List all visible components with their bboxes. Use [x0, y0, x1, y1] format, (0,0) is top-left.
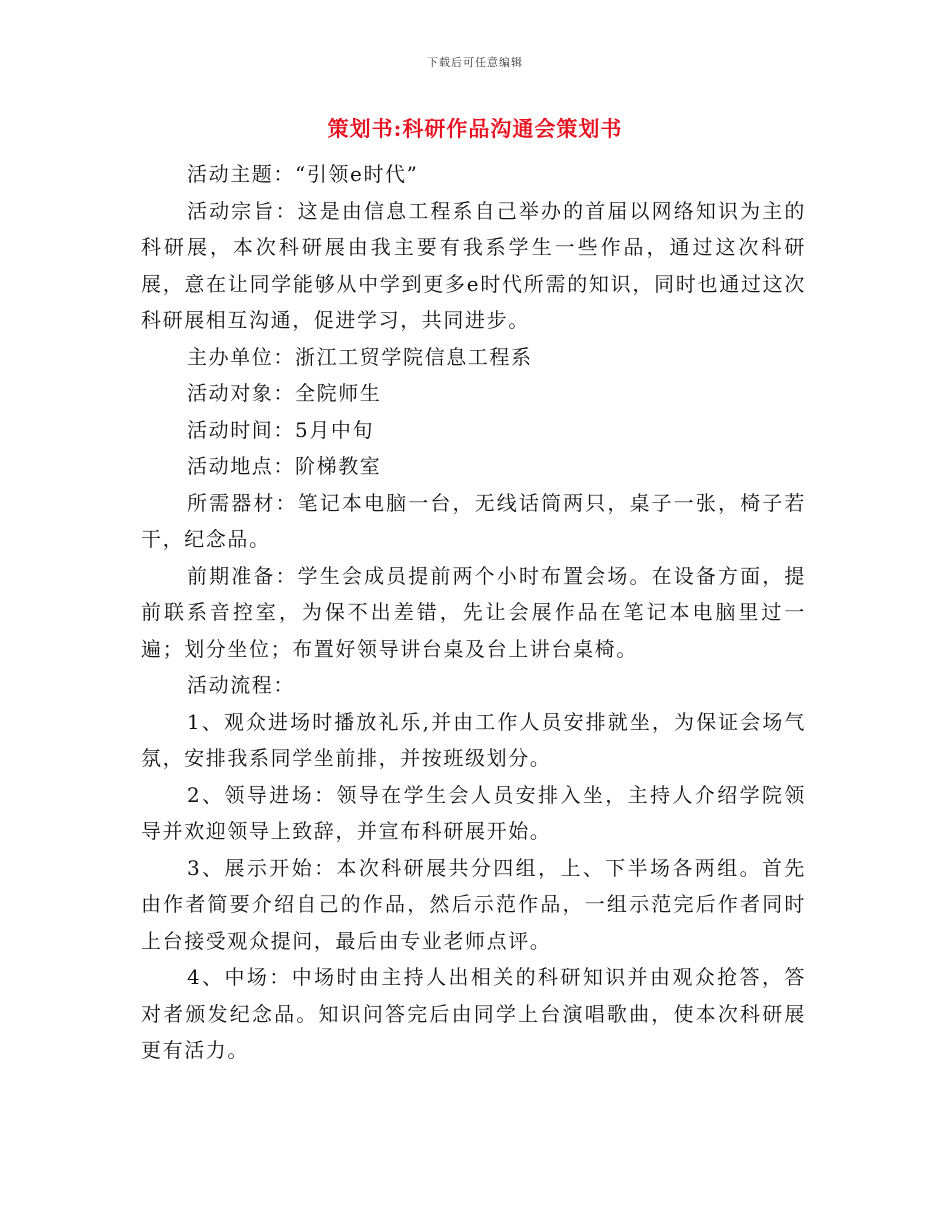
paragraph-theme: 活动主题：“引领e时代” — [187, 162, 419, 186]
document-title: 策划书:科研作品沟通会策划书 — [327, 116, 623, 141]
paragraph-step-4: 4、中场：中场时由主持人出相关的科研知识并由观众抢答，答对者颁发纪念品。知识问答完后由同学上台演唱歌曲，使本次科研展更有活力。 — [141, 965, 806, 1062]
paragraph-step-2: 2、领导进场：领导在学生会人员安排入坐，主持人介绍学院领导并欢迎领导上致辞，并宣布科研展开始。 — [141, 782, 806, 843]
paragraph-preparation: 前期准备：学生会成员提前两个小时布置会场。在设备方面，提前联系音控室，为保不出差错，先让会展作品在笔记本电脑里过一遍；划分坐位；布置好领导讲台桌及台上讲台桌椅。 — [141, 563, 806, 661]
paragraph-step-3: 3、展示开始：本次科研展共分四组，上、下半场各两组。首先由作者简要介绍自己的作品，然后示范作品，一组示范完后作者同时上台接受观众提问，最后由专业老师点评。 — [141, 855, 806, 953]
paragraph-purpose: 活动宗旨：这是由信息工程系自己举办的首届以网络知识为主的科研展，本次科研展由我主要有我系学生一些作品，通过这次科研展，意在让同学能够从中学到更多e时代所需的知识，同时也通过这次科研展相互沟通，促进学习，共同进步。 — [141, 198, 806, 332]
header-note: 下载后可任意编辑 — [427, 56, 523, 69]
paragraph-process-heading: 活动流程： — [187, 673, 295, 697]
paragraph-location: 活动地点：阶梯教室 — [187, 454, 382, 478]
paragraph-organizer: 主办单位：浙江工贸学院信息工程系 — [187, 344, 533, 369]
paragraph-equipment: 所需器材：笔记本电脑一台，无线话筒两只，桌子一张，椅子若干，纪念品。 — [141, 490, 806, 551]
paragraph-audience: 活动对象：全院师生 — [187, 381, 382, 405]
document-body — [141, 156, 806, 1069]
paragraph-step-1: 1、观众进场时播放礼乐,并由工作人员安排就坐，为保证会场气氛，安排我系同学坐前排，并按班级划分。 — [141, 709, 806, 770]
paragraph-time: 活动时间：5月中旬 — [187, 417, 375, 442]
